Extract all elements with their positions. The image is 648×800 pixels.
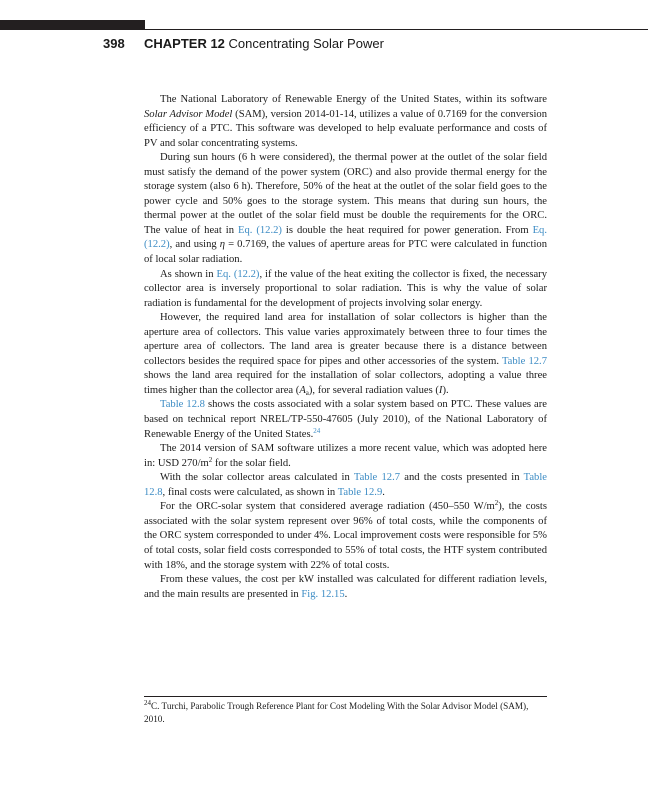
paragraph-7: With the solar collector areas calculated in Table 12.7 and the costs presented in Table 12.8, final costs were calculated, as shown in Table 12.9. [144, 472, 547, 498]
footnote-mark: 24 [144, 699, 151, 707]
table-link[interactable]: Table 12.8 [160, 399, 205, 411]
header-rule [145, 29, 648, 30]
radiation-symbol: I [438, 384, 443, 396]
equation-link[interactable]: Eq. (12.2) [237, 224, 282, 236]
paragraph-3: As shown in Eq. (12.2), if the value of the heat exiting the collector is fixed, the necessary collector area is inversely proportional to solar radiation. This is why the value of solar radiation is fundamental for the development of projects involving solar energy. [144, 268, 547, 309]
paragraph-2: During sun hours (6 h were considered), the thermal power at the outlet of the solar field must satisfy the demand of the power system (ORC) and also provide thermal energy for the storage system (also 6 h). Therefore, 50% of the heat at the outlet of the solar field goes to the power cycle and 50% goes to the storage system. This means that during sun hours, the thermal power at the outlet of the solar field must be double the requirements for the ORC. The value of heat in Eq. (12.2) is double the heat required for power generation. From Eq. (12.2), and using η = 0.7169, the values of aperture areas for PTC were calculated in function of local solar radiation. [144, 152, 547, 266]
eta-symbol: η [219, 239, 226, 251]
equation-link[interactable]: Eq. (12.2) [216, 268, 260, 280]
paragraph-8: For the ORC-solar system that considered average radiation (450–550 $W/m^2$), the costs associated with the solar system represent over 96% of total costs, while the components of the ORC system corresponded to under 4%. Local improvement costs were responsible for 5% of total costs, solar field costs corresponded to 55% of total costs, the HTF system contributed with 18%, and the storage system with 22% of total costs. [144, 499, 547, 571]
header-bar [0, 20, 145, 30]
paragraph-5: Table 12.8 shows the costs associated with a solar system based on PTC. These values are based on technical report NREL/TP-550-47605 (July 2010), of the National Laboratory of Renewable Energy of the United States.$^{24}$ [144, 399, 547, 440]
area-subscript: a [305, 388, 309, 397]
footnote-rule [144, 696, 547, 697]
equation-link[interactable]: Eq. (12.2) [144, 224, 547, 251]
figure-link[interactable]: Fig. 12.15 [301, 588, 345, 600]
table-link[interactable]: Table 12.8 [144, 472, 547, 498]
chapter-title: Concentrating Solar Power [228, 36, 384, 51]
software-name: Solar Advisor Model [144, 108, 233, 120]
footnote-text: C. Turchi, Parabolic Trough Reference Plant for Cost Modeling With the Solar Advisor Model (SAM), 2010. [144, 701, 529, 724]
footnote [144, 700, 547, 726]
area-symbol: A [299, 384, 306, 396]
page-number: 398 [103, 36, 125, 51]
footnote-reference[interactable]: 24 [313, 426, 321, 435]
paragraph-6: The 2014 version of SAM software utilizes a more recent value, which was adopted here in: USD $270/m^2$ for the solar field. [144, 443, 547, 469]
chapter-heading [144, 36, 384, 51]
table-link[interactable]: Table 12.7 [353, 472, 401, 484]
paragraph-4: However, the required land area for installation of solar collectors is higher than the aperture area of collectors. This value varies approximately between three to four times the aperture area of collectors. The land area is greater because there is a distance between collectors besides the required space for pipes and other accessories of the system. Table 12.7 shows the land area required for the installation of solar collectors, adopting a value three times higher than the collector area $(A_a)$, for several radiation values (I). [144, 312, 547, 397]
paragraph-9: From these values, the cost per kW installed was calculated for different radiation levels, and the main results are presented in Fig. 12.15. [144, 574, 547, 600]
chapter-number: CHAPTER 12 [144, 36, 225, 51]
table-link[interactable]: Table 12.7 [501, 355, 547, 367]
paragraph-1: The National Laboratory of Renewable Energy of the United States, within its software Solar Advisor Model (SAM), version 2014-01-14, utilizes a value of 0.7169 for the conversion efficiency of a PTC. This software was developed to help evaluate performance and costs of PV and solar concentrating systems. [144, 94, 547, 149]
body-text [144, 93, 547, 602]
table-link[interactable]: Table 12.9 [337, 486, 383, 498]
